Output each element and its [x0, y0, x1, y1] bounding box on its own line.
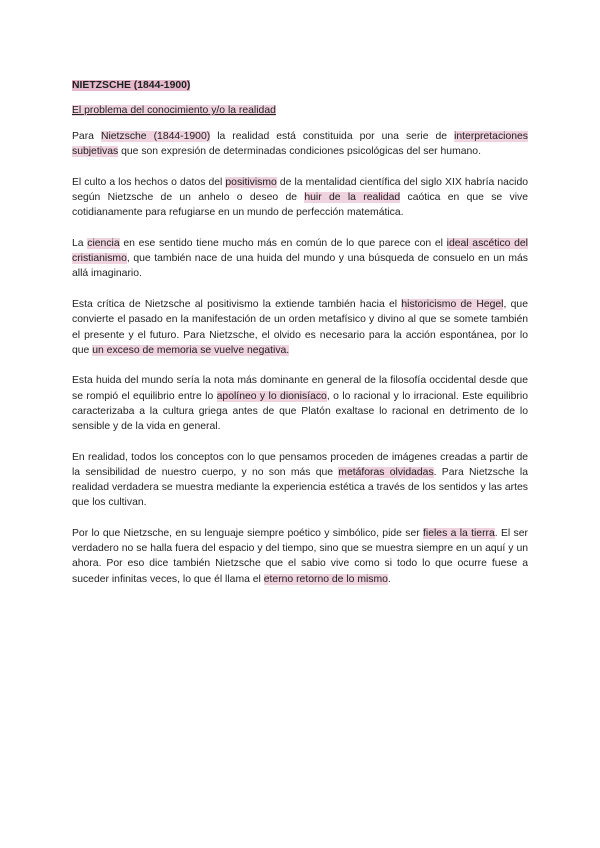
text-run: la realidad está constituida por una serie de — [210, 131, 455, 142]
highlighted-phrase: un exceso de memoria se vuelve negativa. — [92, 344, 290, 356]
highlighted-phrase: metáforas olvidadas — [338, 466, 434, 478]
highlighted-phrase: positivismo — [225, 176, 277, 188]
text-run: Esta crítica de Nietzsche al positivismo la extiende también hacia el — [72, 299, 402, 311]
paragraph — [72, 526, 528, 587]
highlighted-phrase: huir de la realidad — [304, 192, 401, 204]
document-title — [72, 80, 528, 91]
section-heading — [72, 105, 528, 116]
text-run: , que convierte el pasado en la manifestación de un orden metafísico y divino al que se somete también el presente y el futuro. Para Nietzsche, el olvido es necesario para la acción espontánea, por lo que — [72, 299, 528, 356]
text-run: El culto a los hechos o datos del — [72, 176, 226, 188]
highlighted-phrase: fieles a la tierra — [423, 528, 495, 540]
text-run: . Para Nietzsche la realidad verdadera se muestra mediante la experiencia estética a través de los sentidos y las artes que los cultivan. — [72, 466, 528, 509]
paragraph — [72, 175, 528, 221]
highlighted-phrase: historicismo de Hegel — [401, 299, 504, 311]
text-run: Por lo que Nietzsche, en su lenguaje siempre poético y simbólico, pide ser — [72, 528, 424, 540]
text-run: Para — [72, 131, 101, 142]
document-body — [72, 80, 528, 602]
text-run: , o lo racional y lo irracional. Este equilibrio caracterizaba a la cultura griega antes de que Platón exaltase lo racional en detrimento de lo sensible y de la vida en general. — [72, 390, 528, 433]
text-run: . El ser verdadero no se halla fuera del espacio y del tiempo, sino que se muestra siempre en un aquí y un ahora. Por eso dice también Nietzsche que el sabio vive como si todo lo que ocurre fuese a suceder infinitas veces, lo que él llama el — [72, 528, 528, 585]
highlighted-phrase: ideal ascético del cristianismo — [72, 238, 528, 265]
highlighted-phrase: Nietzsche (1844-1900) — [100, 131, 211, 142]
text-run: en ese sentido tiene mucho más en común de lo que parece con el — [119, 238, 447, 250]
text-run: . — [387, 573, 391, 585]
paragraph-list — [72, 129, 528, 587]
paragraph — [72, 450, 528, 511]
paragraph — [72, 373, 528, 434]
highlighted-phrase: ciencia — [87, 238, 120, 250]
highlighted-phrase: apolíneo y lo dionisíaco — [216, 390, 327, 402]
text-run: La — [72, 238, 88, 250]
text-run: , que también nace de una huida del mundo y una búsqueda de consuelo en un más allá imaginario. — [72, 253, 528, 280]
text-run: Esta huida del mundo sería la nota más dominante en general de la filosofía occidental desde que se rompió el equilibrio entre lo — [72, 375, 528, 402]
highlighted-phrase: eterno retorno de lo mismo — [263, 573, 388, 585]
text-run: En realidad, todos los conceptos con lo que pensamos proceden de imágenes creadas a partir de la sensibilidad de nuestro cuerpo, y no son más que — [72, 451, 528, 478]
text-run: de la mentalidad científica del siglo XIX habría nacido según Nietzsche de un anhelo o deseo de — [72, 176, 528, 204]
paragraph — [72, 297, 528, 358]
title-highlight: NIETZSCHE (1844-1900) — [72, 80, 191, 91]
text-run: que son expresión de determinadas condiciones psicológicas del ser humano. — [118, 146, 481, 158]
text-run: caótica en que se vive cotidianamente para refugiarse en un mundo de perfección matemática. — [72, 192, 528, 219]
paragraph — [72, 129, 528, 159]
paragraph — [72, 236, 528, 282]
highlighted-phrase: interpretaciones subjetivas — [72, 131, 528, 158]
subtitle-highlight: El problema del conocimiento y/o la realidad — [72, 105, 276, 116]
